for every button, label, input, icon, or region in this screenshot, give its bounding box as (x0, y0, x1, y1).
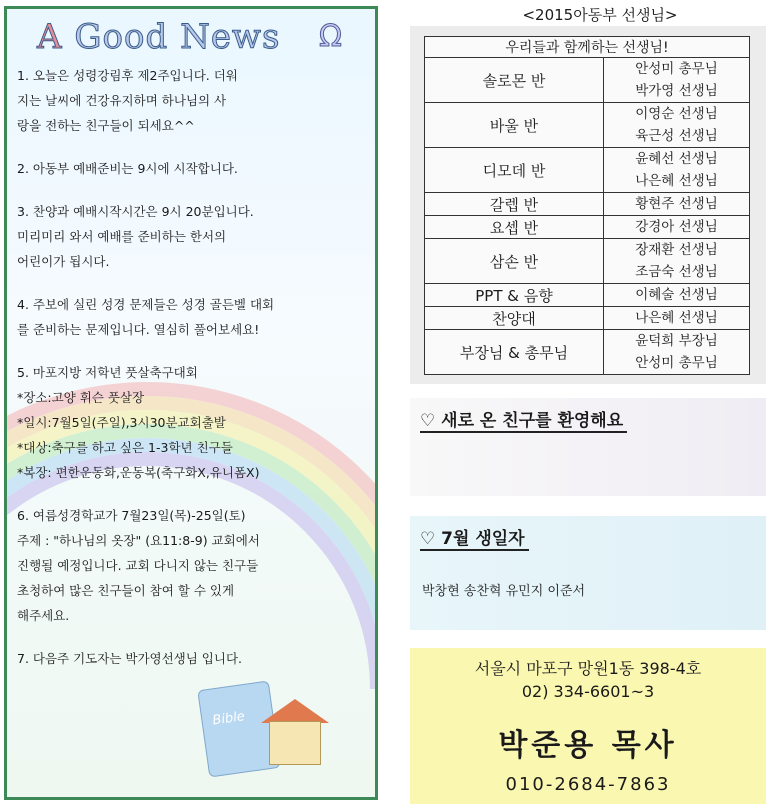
class-name: 찬양대 (425, 307, 604, 330)
welcome-section (410, 398, 766, 496)
teacher-name: 나은혜 선생님 (635, 310, 718, 326)
class-name: PPT & 음향 (425, 284, 604, 307)
notice-line: 를 준비하는 문제입니다. 열심히 풀어보세요! (17, 322, 260, 337)
notice-item (17, 156, 371, 181)
class-name: 갈렙 반 (425, 193, 604, 216)
omega-logo-icon: Ω (319, 19, 342, 54)
teacher-cell (604, 330, 750, 375)
title-good: Good (74, 17, 169, 57)
notice-line: 7. 다음주 기도자는 박가영선생님 입니다. (17, 651, 242, 666)
notice-item (17, 360, 371, 485)
staff-row (425, 284, 750, 307)
notice-line: 3. 찬양과 예배시작시간은 9시 20분입니다. (17, 204, 254, 219)
teacher-name: 윤혜선 선생님 (635, 151, 718, 167)
teacher-name: 이혜술 선생님 (635, 287, 718, 303)
teacher-cell (604, 103, 750, 148)
teacher-cell (604, 58, 750, 103)
teacher-cell (604, 307, 750, 330)
pastor-mobile: 010-2684-7863 (505, 774, 671, 795)
contact-box (410, 648, 766, 804)
notice-list (17, 63, 371, 689)
notice-line: 진행될 예정입니다. 교회 다니지 않는 친구들 (17, 558, 259, 573)
notice-line: 1. 오늘은 성령강림후 제2주입니다. 더워 (17, 68, 238, 83)
pastor-name: 박준용 목사 (498, 728, 678, 763)
heart-icon: ♡ (420, 411, 436, 431)
notice-line: 4. 주보에 실린 성경 문제들은 성경 골든벨 대회 (17, 297, 275, 312)
class-name: 요셉 반 (425, 216, 604, 239)
teacher-cell (604, 148, 750, 193)
notice-line: 초청하여 많은 친구들이 참여 할 수 있게 (17, 583, 235, 598)
heart-icon: ♡ (420, 529, 436, 549)
birthday-title-text: 7월 생일자 (441, 529, 525, 549)
staff-row (425, 58, 750, 103)
teacher-name: 황현주 선생님 (635, 196, 718, 212)
notice-item (17, 199, 371, 274)
teacher-name: 안성미 총무님 (635, 355, 718, 371)
notice-line: 미리미리 와서 예배를 준비하는 한서의 (17, 229, 227, 244)
teacher-name: 강경아 선생님 (635, 219, 718, 235)
notice-line: 랑을 전하는 친구들이 되세요^^ (17, 118, 195, 133)
staff-row (425, 216, 750, 239)
notice-line: 6. 여름성경학교가 7월23일(목)-25일(토) (17, 508, 246, 523)
teacher-cell (604, 193, 750, 216)
teacher-name: 윤덕희 부장님 (635, 333, 718, 349)
notice-line: 어린이가 됩시다. (17, 254, 110, 269)
class-name: 바울 반 (425, 103, 604, 148)
staff-row (425, 193, 750, 216)
notice-item (17, 292, 371, 342)
notice-line: 2. 아동부 예배준비는 9시에 시작합니다. (17, 161, 238, 176)
staff-table (424, 36, 750, 375)
class-name: 부장님 & 총무님 (425, 330, 604, 375)
teacher-name: 조금숙 선생님 (635, 264, 718, 280)
staff-row (425, 148, 750, 193)
teacher-name: 나은혜 선생님 (635, 173, 718, 189)
teacher-name: 이영순 선생님 (635, 106, 718, 122)
house-roof-icon (261, 699, 329, 723)
church-address: 서울시 마포구 망원1동 398-4호 (474, 659, 702, 678)
notice-line: *일시:7월5일(주일),3시30분교회출발 (17, 415, 226, 430)
notice-item (17, 63, 371, 138)
notice-line: 주제 : "하나님의 옷장" (요11:8-9) 교회에서 (17, 533, 260, 548)
teacher-cell (604, 239, 750, 284)
welcome-title-text: 새로 온 친구를 환영해요 (441, 411, 624, 431)
class-name: 삼손 반 (425, 239, 604, 284)
staff-row (425, 330, 750, 375)
title-a: A (37, 17, 63, 57)
staff-table-header: 우리들과 함께하는 선생님! (425, 37, 750, 58)
notice-line: 해주세요. (17, 608, 70, 623)
newsletter-title (37, 17, 280, 57)
notice-line: *대상:축구를 하고 싶은 1-3학년 친구들 (17, 440, 233, 455)
teacher-name: 안성미 총무님 (635, 61, 718, 77)
welcome-title (420, 406, 627, 433)
church-phone: 02) 334-6601~3 (521, 682, 655, 701)
birthday-section (410, 516, 766, 630)
teacher-cell (604, 216, 750, 239)
staff-heading: <2015아동부 선생님> (522, 6, 678, 24)
class-name: 솔로몬 반 (425, 58, 604, 103)
staff-row (425, 307, 750, 330)
notice-line: *복장: 편한운동화,운동복(축구화X,유니폼X) (17, 465, 260, 480)
title-news: News (180, 17, 281, 57)
staff-table-box (410, 26, 766, 384)
notice-item (17, 646, 371, 671)
teacher-name: 장재환 선생님 (635, 242, 718, 258)
teacher-name: 박가영 선생님 (635, 83, 718, 99)
notice-line: 5. 마포지방 저학년 풋살축구대회 (17, 365, 198, 380)
bible-label: Bible (211, 709, 246, 729)
good-news-panel (4, 6, 378, 800)
birthday-title (420, 524, 529, 551)
notice-item (17, 503, 371, 628)
staff-row (425, 239, 750, 284)
birthday-names: 박창현 송찬혁 유민지 이준서 (422, 584, 586, 599)
class-name: 디모데 반 (425, 148, 604, 193)
staff-row (425, 103, 750, 148)
teacher-cell (604, 284, 750, 307)
teacher-name: 육근성 선생님 (635, 128, 718, 144)
notice-line: 지는 날씨에 건강유지하며 하나님의 사 (17, 93, 227, 108)
house-icon (269, 721, 321, 765)
notice-line: *장소:고양 휘슨 풋살장 (17, 390, 145, 405)
